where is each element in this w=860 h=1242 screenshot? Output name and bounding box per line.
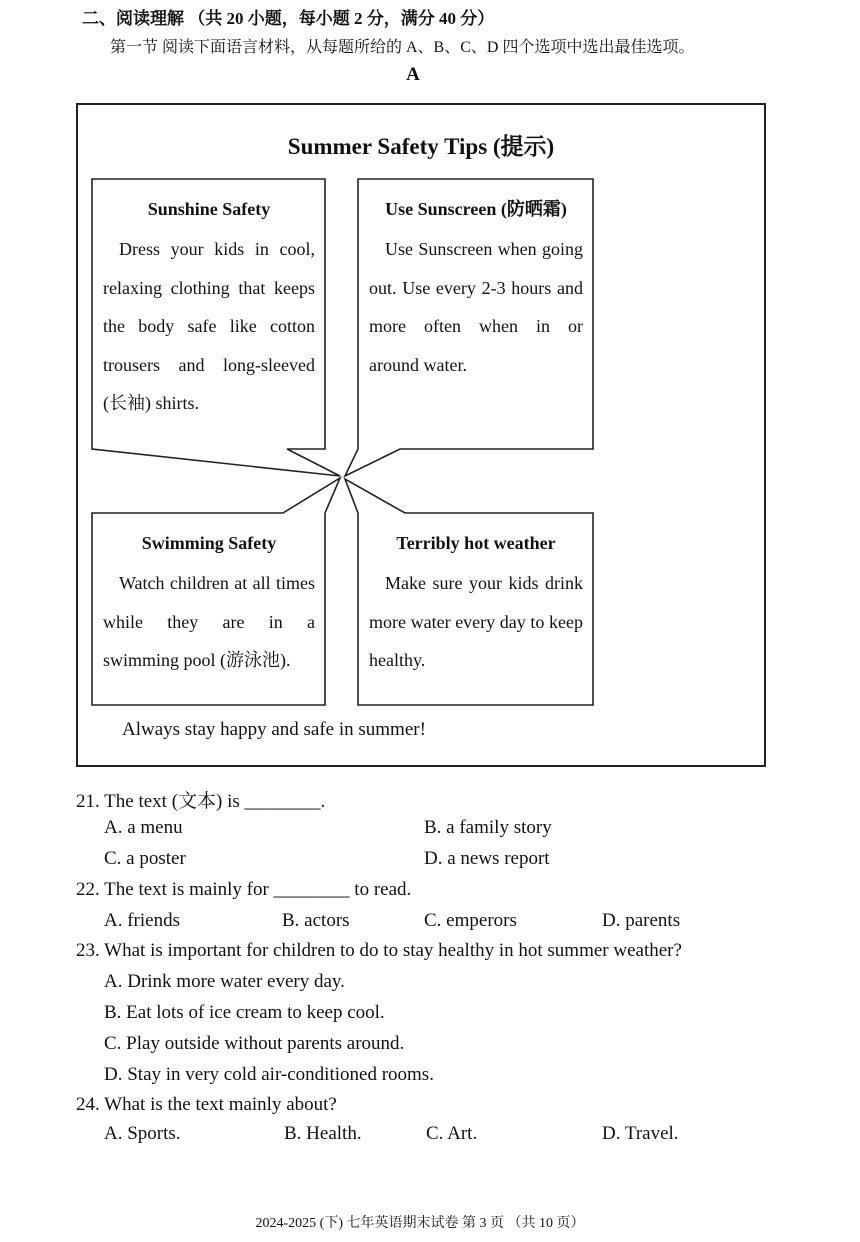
tip-body: Make sure your kids drink more water every day to keep healthy. <box>369 573 583 670</box>
page-footer: 2024-2025 (下) 七年英语期末试卷 第 3 页 （共 10 页） <box>255 1216 585 1231</box>
q23-option-a: A. Drink more water every day. <box>104 971 345 992</box>
q23-option-c: C. Play outside without parents around. <box>104 1033 405 1054</box>
q22-option-a: A. friends <box>104 910 180 931</box>
question-stem: What is the text mainly about? <box>104 1094 337 1115</box>
q21-option-a: A. a menu <box>104 817 183 838</box>
section-instruction: 第一节 阅读下面语言材料，从每题所给的 A、B、C、D 四个选项中选出最佳选项。 <box>110 39 695 56</box>
question-22 <box>76 879 411 901</box>
question-stem: The text (文本) is ________. <box>104 791 326 812</box>
q21-option-b: B. a family story <box>424 817 552 838</box>
question-stem: The text is mainly for ________ to read. <box>104 879 412 900</box>
q22-option-d: D. parents <box>602 910 681 931</box>
q22-option-b: B. actors <box>282 910 350 931</box>
q23-option-d: D. Stay in very cold air-conditioned rooms. <box>104 1064 434 1085</box>
q24-option-d: D. Travel. <box>602 1123 679 1144</box>
tip-body: Watch children at all times while they are in a swimming pool (游泳池). <box>103 573 315 670</box>
question-23 <box>76 940 682 962</box>
poster-closing: Always stay happy and safe in summer! <box>122 719 426 740</box>
question-stem: What is important for children to do to stay healthy in hot summer weather? <box>104 940 682 961</box>
q24-option-b: B. Health. <box>284 1123 362 1144</box>
tip-swimming-safety <box>103 532 315 680</box>
question-number: 24. <box>76 1094 100 1115</box>
tip-title: Terribly hot weather <box>396 533 556 553</box>
poster-title: Summer Safety Tips (提示) <box>287 134 555 159</box>
tip-body: Dress your kids in cool, relaxing clothing that keeps the body safe like cotton trousers and long-sleeved (长袖) shirts. <box>103 239 315 413</box>
q21-option-c: C. a poster <box>104 848 186 869</box>
question-number: 22. <box>76 879 100 900</box>
section-header: 二、阅读理解 （共 20 小题，每小题 2 分，满分 40 分） <box>82 9 495 28</box>
tip-title: Swimming Safety <box>141 533 277 553</box>
question-number: 21. <box>76 791 100 812</box>
question-24 <box>76 1094 337 1116</box>
tip-body: Use Sunscreen when going out. Use every 2-3 hours and more often when in or around water. <box>369 239 583 375</box>
q24-option-a: A. Sports. <box>104 1123 181 1144</box>
q21-option-d: D. a news report <box>424 848 550 869</box>
passage-letter: A <box>406 64 420 85</box>
question-21 <box>76 786 325 813</box>
question-number: 23. <box>76 940 100 961</box>
q24-option-c: C. Art. <box>426 1123 478 1144</box>
tip-hot-weather <box>369 532 583 680</box>
q22-option-c: C. emperors <box>424 910 517 931</box>
tip-use-sunscreen <box>369 198 583 384</box>
tip-title: Use Sunscreen (防晒霜) <box>385 199 567 219</box>
tip-title: Sunshine Safety <box>147 199 271 219</box>
tip-sunshine-safety <box>103 198 315 423</box>
q23-option-b: B. Eat lots of ice cream to keep cool. <box>104 1002 385 1023</box>
